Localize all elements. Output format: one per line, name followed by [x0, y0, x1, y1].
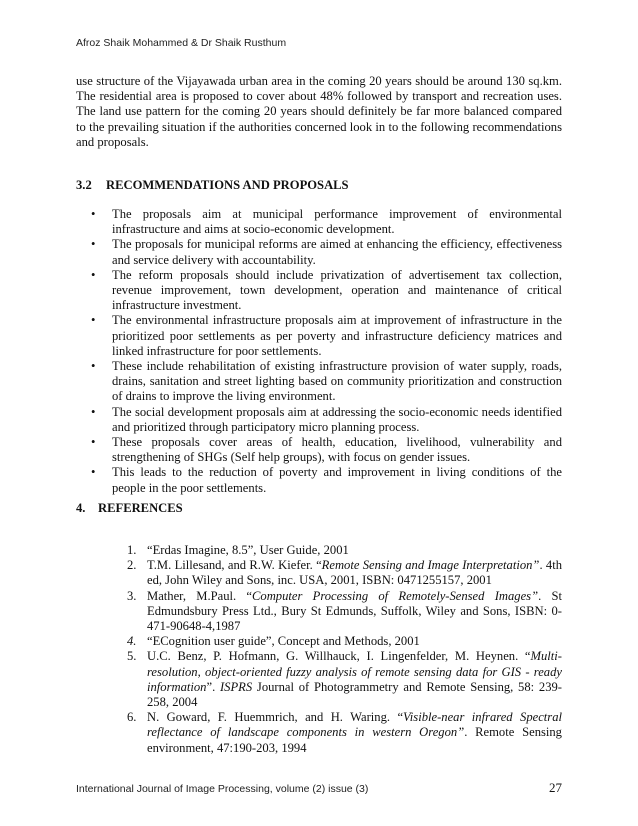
bullet-icon: • — [91, 267, 96, 282]
list-item — [91, 359, 562, 405]
reference-item — [127, 589, 562, 635]
bullet-icon: • — [91, 207, 96, 221]
list-item-text: The environmental infrastructure proposals aim at improvement of infrastructure in the prioritized poor settlements as per poverty and infrastructure deficiency matrices and linked infrastructure for poor settlements. — [112, 313, 562, 358]
list-item-text: These proposals cover areas of health, education, livelihood, vulnerability and strengthening of SHGs (Self help groups), with focus on gender issues. — [112, 435, 562, 465]
bullet-icon: • — [91, 435, 96, 450]
reference-text: N. Goward, F. Huemmrich, and H. Waring. “Visible-near infrared Spectral reflectance of landscape components in western Oregon”. Remote Sensing environment, 47:190-203, 1994 — [147, 710, 562, 755]
section-number: 4. — [76, 501, 86, 515]
recommendations-list — [91, 207, 562, 496]
list-item — [91, 405, 562, 435]
bullet-icon: • — [91, 404, 96, 419]
reference-number: 5. — [127, 649, 137, 664]
running-head: Afroz Shaik Mohammed & Dr Shaik Rusthum — [76, 37, 287, 49]
bullet-icon: • — [91, 465, 96, 480]
list-item — [91, 313, 562, 359]
reference-text: “Erdas Imagine, 8.5”, User Guide, 2001 — [147, 543, 349, 557]
list-item — [91, 465, 562, 495]
reference-text: Mather, M.Paul. “Computer Processing of Remotely-Sensed Images”. St Edmundsbury Press Ltd., Bury St Edmunds, Suffolk, Wiley and Sons, ISBN: 0-471-90648-4,1987 — [147, 588, 562, 634]
list-item-text: This leads to the reduction of poverty and improvement in living conditions of the people in the poor settlements. — [112, 465, 562, 495]
reference-number: 1. — [127, 543, 137, 557]
reference-item — [127, 558, 562, 588]
section-heading-recommendations — [76, 178, 349, 193]
list-item-text: These include rehabilitation of existing infrastructure provision of water supply, roads, drains, sanitation and street lighting based on community prioritization and construction of drains to improve the living environment. — [112, 359, 562, 404]
section-heading-references — [76, 501, 183, 516]
reference-item — [127, 634, 562, 649]
list-item — [91, 435, 562, 465]
reference-number: 6. — [127, 710, 137, 725]
reference-number: 4. — [127, 634, 137, 649]
reference-text: T.M. Lillesand, and R.W. Kiefer. “Remote Sensing and Image Interpretation”. 4th ed, John Wiley and Sons, inc. USA, 2001, ISBN: 0471255157, 2001 — [147, 558, 562, 588]
section-title: REFERENCES — [98, 501, 183, 515]
intro-paragraph: use structure of the Vijayawada urban area in the coming 20 years should be around 130 sq.km. The residential area is proposed to cover about 48% followed by transport and recreation uses. The land use pattern for the coming 20 years should definitely be far more balanced compared to the prevailing situation if the authorities concerned look in to the following recommendations and proposals. — [76, 74, 562, 149]
bullet-icon: • — [91, 237, 96, 252]
list-item — [91, 207, 562, 237]
page-number: 27 — [549, 780, 562, 795]
list-item-text: The reform proposals should include privatization of advertisement tax collection, revenue improvement, town development, operation and maintenance of critical infrastructure investment. — [112, 267, 562, 313]
bullet-icon: • — [91, 359, 96, 374]
reference-item — [127, 649, 562, 710]
list-item — [91, 268, 562, 314]
bullet-icon: • — [91, 313, 96, 328]
list-item-text: The proposals for municipal reforms are aimed at enhancing the efficiency, effectiveness and service delivery with accountability. — [112, 237, 562, 267]
reference-item — [127, 543, 562, 558]
reference-text: U.C. Benz, P. Hofmann, G. Willhauck, I. Lingenfelder, M. Heynen. “Multi-resolution, object-oriented fuzzy analysis of remote sensing data for GIS - ready information”. ISPRS Journal of Photogrammetry and Remote Sensing, 58: 239-258, 2004 — [147, 649, 562, 710]
reference-item — [127, 710, 562, 756]
footer: International Journal of Image Processing, volume (2) issue (3) — [76, 783, 369, 795]
list-item-text: The social development proposals aim at addressing the socio-economic needs identified and prioritized through participatory micro planning process. — [112, 404, 562, 434]
list-item — [91, 237, 562, 267]
section-number: 3.2 — [76, 178, 92, 192]
reference-text: “ECognition user guide”, Concept and Methods, 2001 — [147, 634, 420, 649]
reference-number: 3. — [127, 588, 137, 603]
references-list — [127, 543, 562, 756]
section-title: RECOMMENDATIONS AND PROPOSALS — [106, 178, 349, 192]
list-item-text: The proposals aim at municipal performance improvement of environmental infrastructure and aims at socio-economic development. — [112, 207, 562, 237]
reference-number: 2. — [127, 558, 137, 573]
